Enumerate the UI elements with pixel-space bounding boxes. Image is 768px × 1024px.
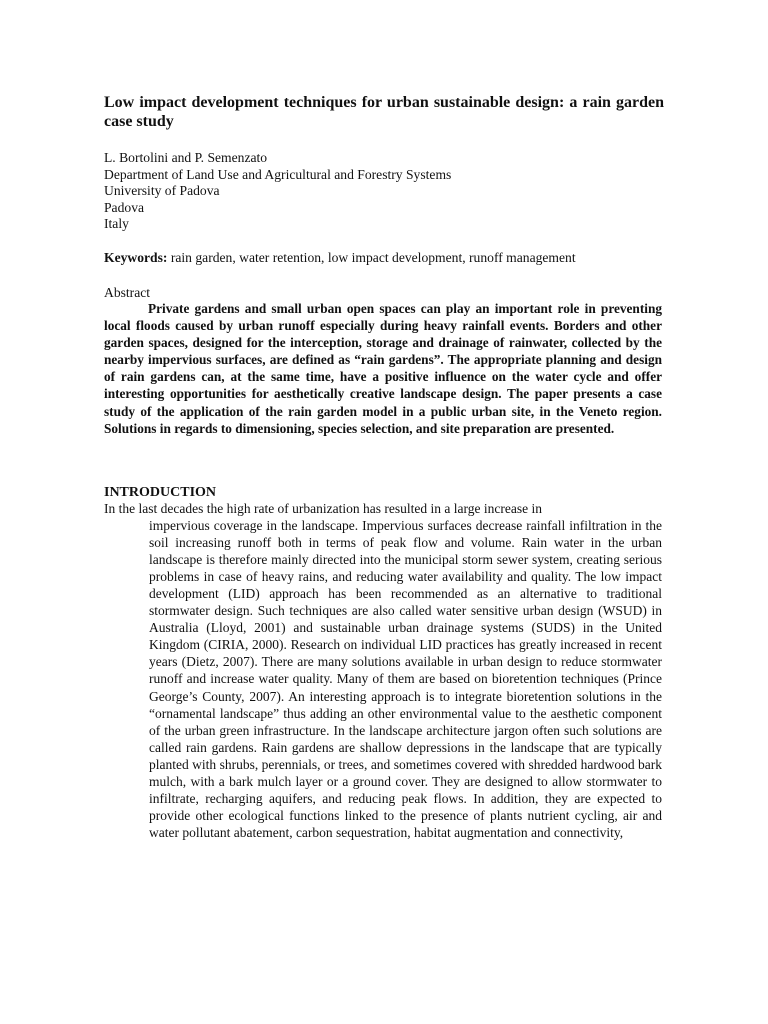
author-block bbox=[104, 150, 664, 233]
keywords-text: rain garden, water retention, low impact development, runoff management bbox=[167, 250, 576, 265]
abstract-text: Private gardens and small urban open spaces can play an important role in preventing local floods caused by urban runoff especially during heavy rainfall events. Borders and other garden spaces, designed for the interception, storage and drainage of rainwater, collected by the nearby impervious surfaces, are defined as “rain gardens”. The appropriate planning and design of rain gardens can, at the same time, have a positive influence on the water cycle and offer interesting opportunities for aesthetically creative landscape design. The paper presents a case study of the application of the rain garden model in a public urban site, in the Veneto region. Solutions in regards to dimensioning, species selection, and site preparation are presented. bbox=[104, 301, 662, 436]
introduction-first-line: In the last decades the high rate of urbanization has resulted in a large increase in bbox=[104, 501, 542, 516]
abstract-heading: Abstract bbox=[104, 285, 151, 300]
introduction-body: impervious coverage in the landscape. Impervious surfaces decrease rainfall infiltration in the soil increasing runoff both in terms of peak flow and volume. Rain water in the urban landscape is therefore mainly directed into the municipal storm sewer system, creating serious problems in case of heavy rains, and reducing water availability and quality. The low impact development (LID) approach has been recommended as an alternative to traditional stormwater design. Such techniques are also called water sensitive urban design (WSUD) in Australia (Lloyd, 2001) and sustainable urban drainage systems (SUDS) in the United Kingdom (CIRIA, 2000). Research on individual LID practices has greatly increased in recent years (Dietz, 2007). There are many solutions available in urban design to reduce stormwater runoff and increase water quality. Many of them are based on bioretention techniques (Prince George’s County, 2007). An interesting approach is to integrate bioretention solutions in the “ornamental landscape” thus adding an other environmental value to the aesthetic component of the urban green infrastructure. In the landscape architecture jargon often such solutions are called rain gardens. Rain gardens are shallow depressions in the landscape that are typically planted with shrubs, perennials, or trees, and sometimes covered with shredded hardwood bark mulch, with a bark mulch layer or a ground cover. They are designed to allow stormwater to infiltrate, recharging aquifers, and reducing peak flows. In addition, they are expected to provide other ecological functions linked to the presence of plants nutrient cycling, air and water pollutant abatement, carbon sequestration, habitat augmentation and connectivity, bbox=[149, 518, 662, 840]
keywords-line bbox=[104, 249, 664, 266]
affiliation-country: Italy bbox=[104, 216, 129, 232]
paper-title: Low impact development techniques for urban sustainable design: a rain garden case study bbox=[104, 94, 664, 130]
affiliation-department: Department of Land Use and Agricultural and Forestry Systems bbox=[104, 166, 452, 182]
author-names: L. Bortolini and P. Semenzato bbox=[104, 150, 268, 165]
introduction-text bbox=[104, 500, 662, 841]
keywords-label: Keywords: bbox=[104, 250, 168, 265]
affiliation-city: Padova bbox=[104, 199, 145, 215]
affiliation-university: University of Padova bbox=[104, 183, 220, 199]
introduction-heading: INTRODUCTION bbox=[104, 485, 217, 500]
